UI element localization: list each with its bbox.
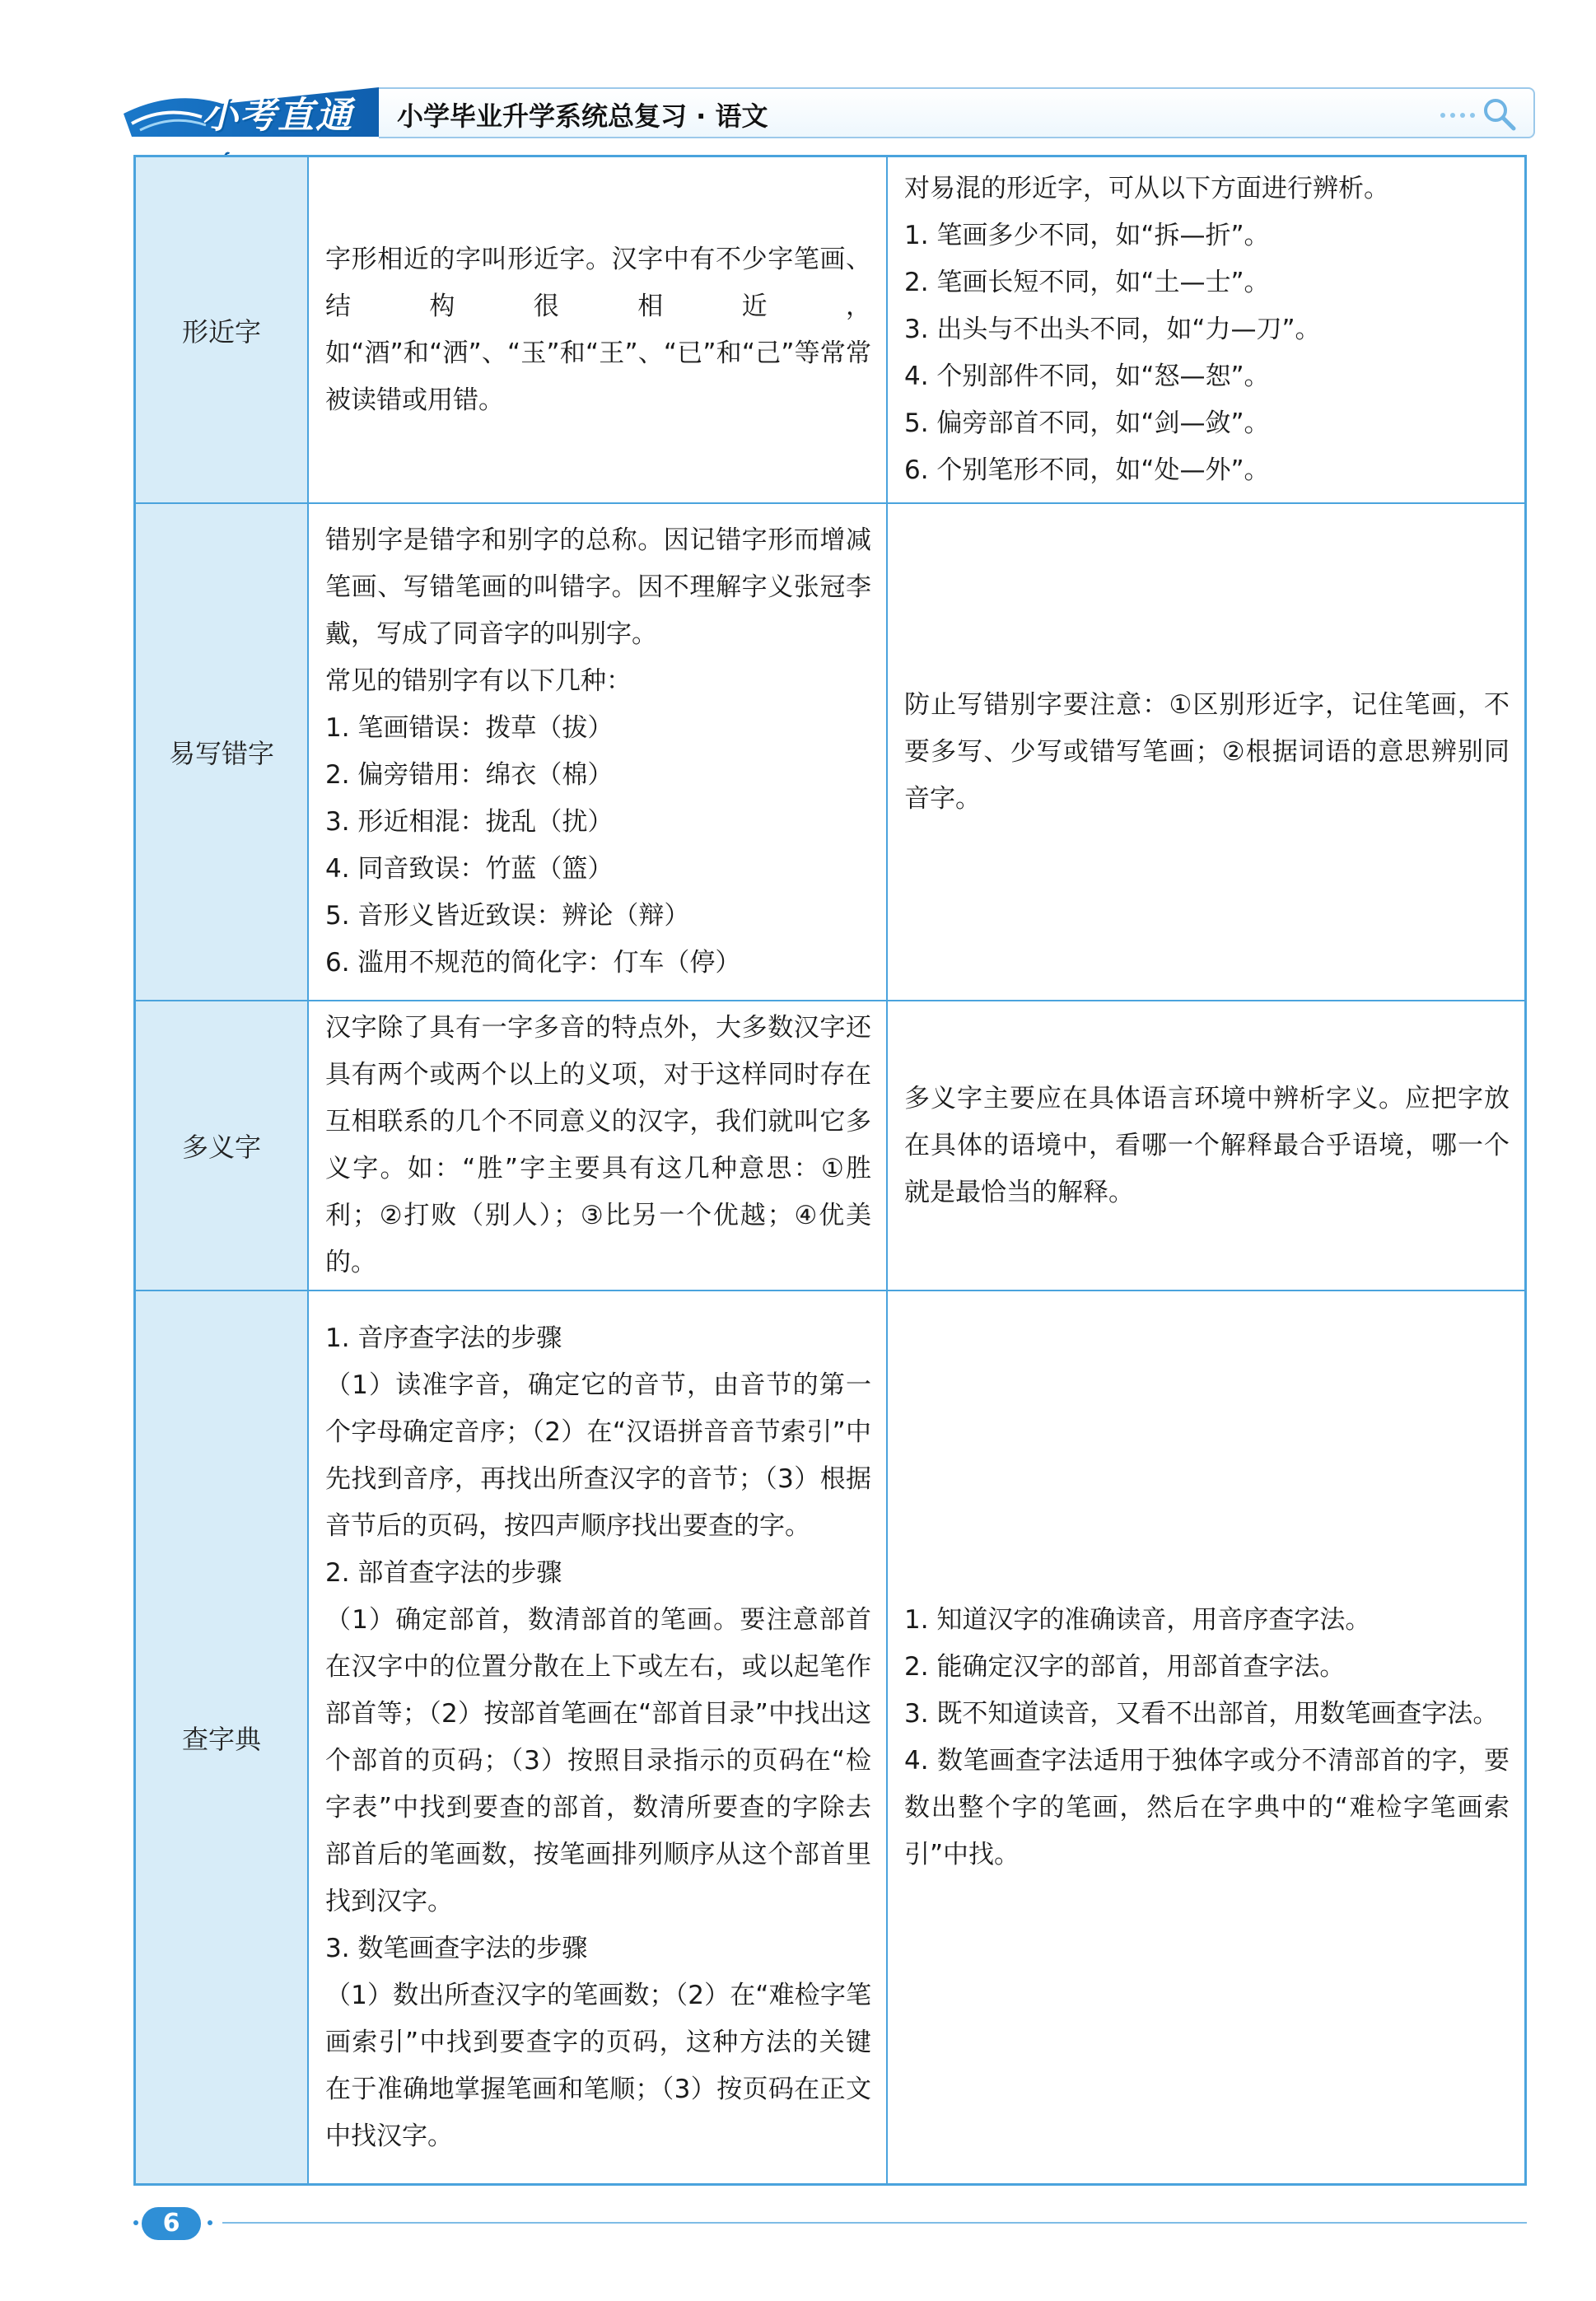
table-row	[136, 1001, 1524, 1291]
footer-divider	[222, 2222, 1527, 2224]
table-row	[136, 1291, 1524, 2183]
row-method	[888, 504, 1524, 1000]
row-method	[888, 1001, 1524, 1290]
row-definition	[309, 504, 888, 1000]
definition-line: 5. 音形义皆近致误：辨论（辩）	[325, 901, 690, 931]
dot-icon	[208, 2220, 212, 2225]
definition-line: 常见的错别字有以下几种：	[325, 666, 632, 696]
knowledge-table	[133, 155, 1527, 2186]
definition-text: 汉字除了具有一字多音的特点外，大多数汉字还具有两个或两个以上的义项，对于这样同时存在互相联系的几个不同意义的汉字，我们就叫它多义字。如：“胜”字主要具有这几种意思：①胜利；②打败（别人）；③比另一个优越；④优美的。	[325, 1013, 871, 1277]
definition-text: 错别字是错字和别字的总称。因记错字形而增减笔画、写错笔画的叫错字。因不理解字义张冠李戴，写成了同音字的叫别字。	[325, 525, 871, 649]
dot-icon	[133, 2220, 138, 2225]
definition-line: 6. 滥用不规范的简化字：仃车（停）	[325, 948, 741, 978]
definition-block: 2. 部首查字法的步骤	[325, 1557, 562, 1588]
definition-block: （1）数出所查汉字的笔画数；（2）在“难检字笔画索引”中找到要查字的页码，这种方法的关键在于准确地掌握笔画和笔顺；（3）按页码在正文中找汉字。	[325, 1980, 871, 2151]
table-row	[136, 157, 1524, 504]
definition-block: （1）读准字音，确定它的音节，由音节的第一个字母确定音序；（2）在“汉语拼音音节索引”中先找到音序，再找出所查汉字的音节；（3）根据音节后的页码，按四声顺序找出要查的字。	[325, 1370, 871, 1541]
method-block: 3. 既不知道读音，又看不出部首，用数笔画查字法。	[904, 1698, 1499, 1729]
method-line: 4. 个别部件不同，如“怒—恕”。	[904, 362, 1270, 391]
search-decoration-icon	[1431, 94, 1522, 132]
method-line: 2. 笔画长短不同，如“土—士”。	[904, 268, 1270, 297]
definition-text: 字形相近的字叫形近字。汉字中有不少字笔画、结构很相近，如“酒”和“洒”、“玉”和“王”、“已”和“己”等常常被读错或用错。	[325, 244, 871, 415]
row-definition	[309, 1291, 888, 2183]
definition-block: 3. 数笔画查字法的步骤	[325, 1933, 588, 1963]
row-definition	[309, 157, 888, 502]
brand-logo	[124, 81, 379, 143]
page-header	[124, 81, 1533, 143]
method-line: 3. 出头与不出头不同，如“力—刀”。	[904, 315, 1321, 344]
page-footer	[133, 2204, 1527, 2245]
header-title-box	[379, 87, 1535, 138]
definition-line: 2. 偏旁错用：绵衣（棉）	[325, 760, 614, 790]
book-title: 小学毕业升学系统总复习 · 语文	[397, 100, 768, 132]
row-definition	[309, 1001, 888, 1290]
method-text: 防止写错别字要注意：①区别形近字，记住笔画，不要多写、少写或错写笔画；②根据词语的意思辨别同音字。	[904, 689, 1510, 814]
page-number: 6	[142, 2207, 201, 2240]
method-block: 2. 能确定汉字的部首，用部首查字法。	[904, 1651, 1346, 1682]
method-line: 6. 个别笔形不同，如“处—外”。	[904, 455, 1270, 485]
definition-line: 1. 笔画错误：拨草（拔）	[325, 713, 614, 743]
method-line: 对易混的形近字，可从以下方面进行辨析。	[904, 174, 1389, 203]
method-block: 4. 数笔画查字法适用于独体字或分不清部首的字，要数出整个字的笔画，然后在字典中的“难检字笔画索引”中找。	[904, 1745, 1510, 1869]
method-line: 1. 笔画多少不同，如“拆—折”。	[904, 221, 1270, 250]
definition-line: 3. 形近相混：拢乱（扰）	[325, 807, 614, 837]
row-category: 查字典	[136, 1291, 309, 2183]
definition-block: （1）确定部首，数清部首的笔画。要注意部首在汉字中的位置分散在上下或左右，或以起笔作部首等；（2）按部首笔画在“部首目录”中找出这个部首的页码；（3）按照目录指示的页码在“检字表”中找到要查的部首，数清所要查的字除去部首后的笔画数，按笔画排列顺序从这个部首里找到汉字。	[325, 1604, 871, 1916]
row-category: 形近字	[136, 157, 309, 502]
method-block: 1. 知道汉字的准确读音，用音序查字法。	[904, 1604, 1371, 1635]
row-category: 多义字	[136, 1001, 309, 1290]
table-row	[136, 504, 1524, 1001]
definition-block: 1. 音序查字法的步骤	[325, 1323, 562, 1353]
row-method	[888, 157, 1524, 502]
definition-line: 4. 同音致误：竹蓝（篮）	[325, 854, 614, 884]
method-line: 5. 偏旁部首不同，如“剑—敛”。	[904, 408, 1270, 438]
method-text: 多义字主要应在具体语言环境中辨析字义。应把字放在具体的语境中，看哪一个解释最合乎语境，哪一个就是最恰当的解释。	[904, 1083, 1510, 1207]
logo-text: 小考直通	[202, 95, 353, 137]
row-method	[888, 1291, 1524, 2183]
row-category: 易写错字	[136, 504, 309, 1000]
